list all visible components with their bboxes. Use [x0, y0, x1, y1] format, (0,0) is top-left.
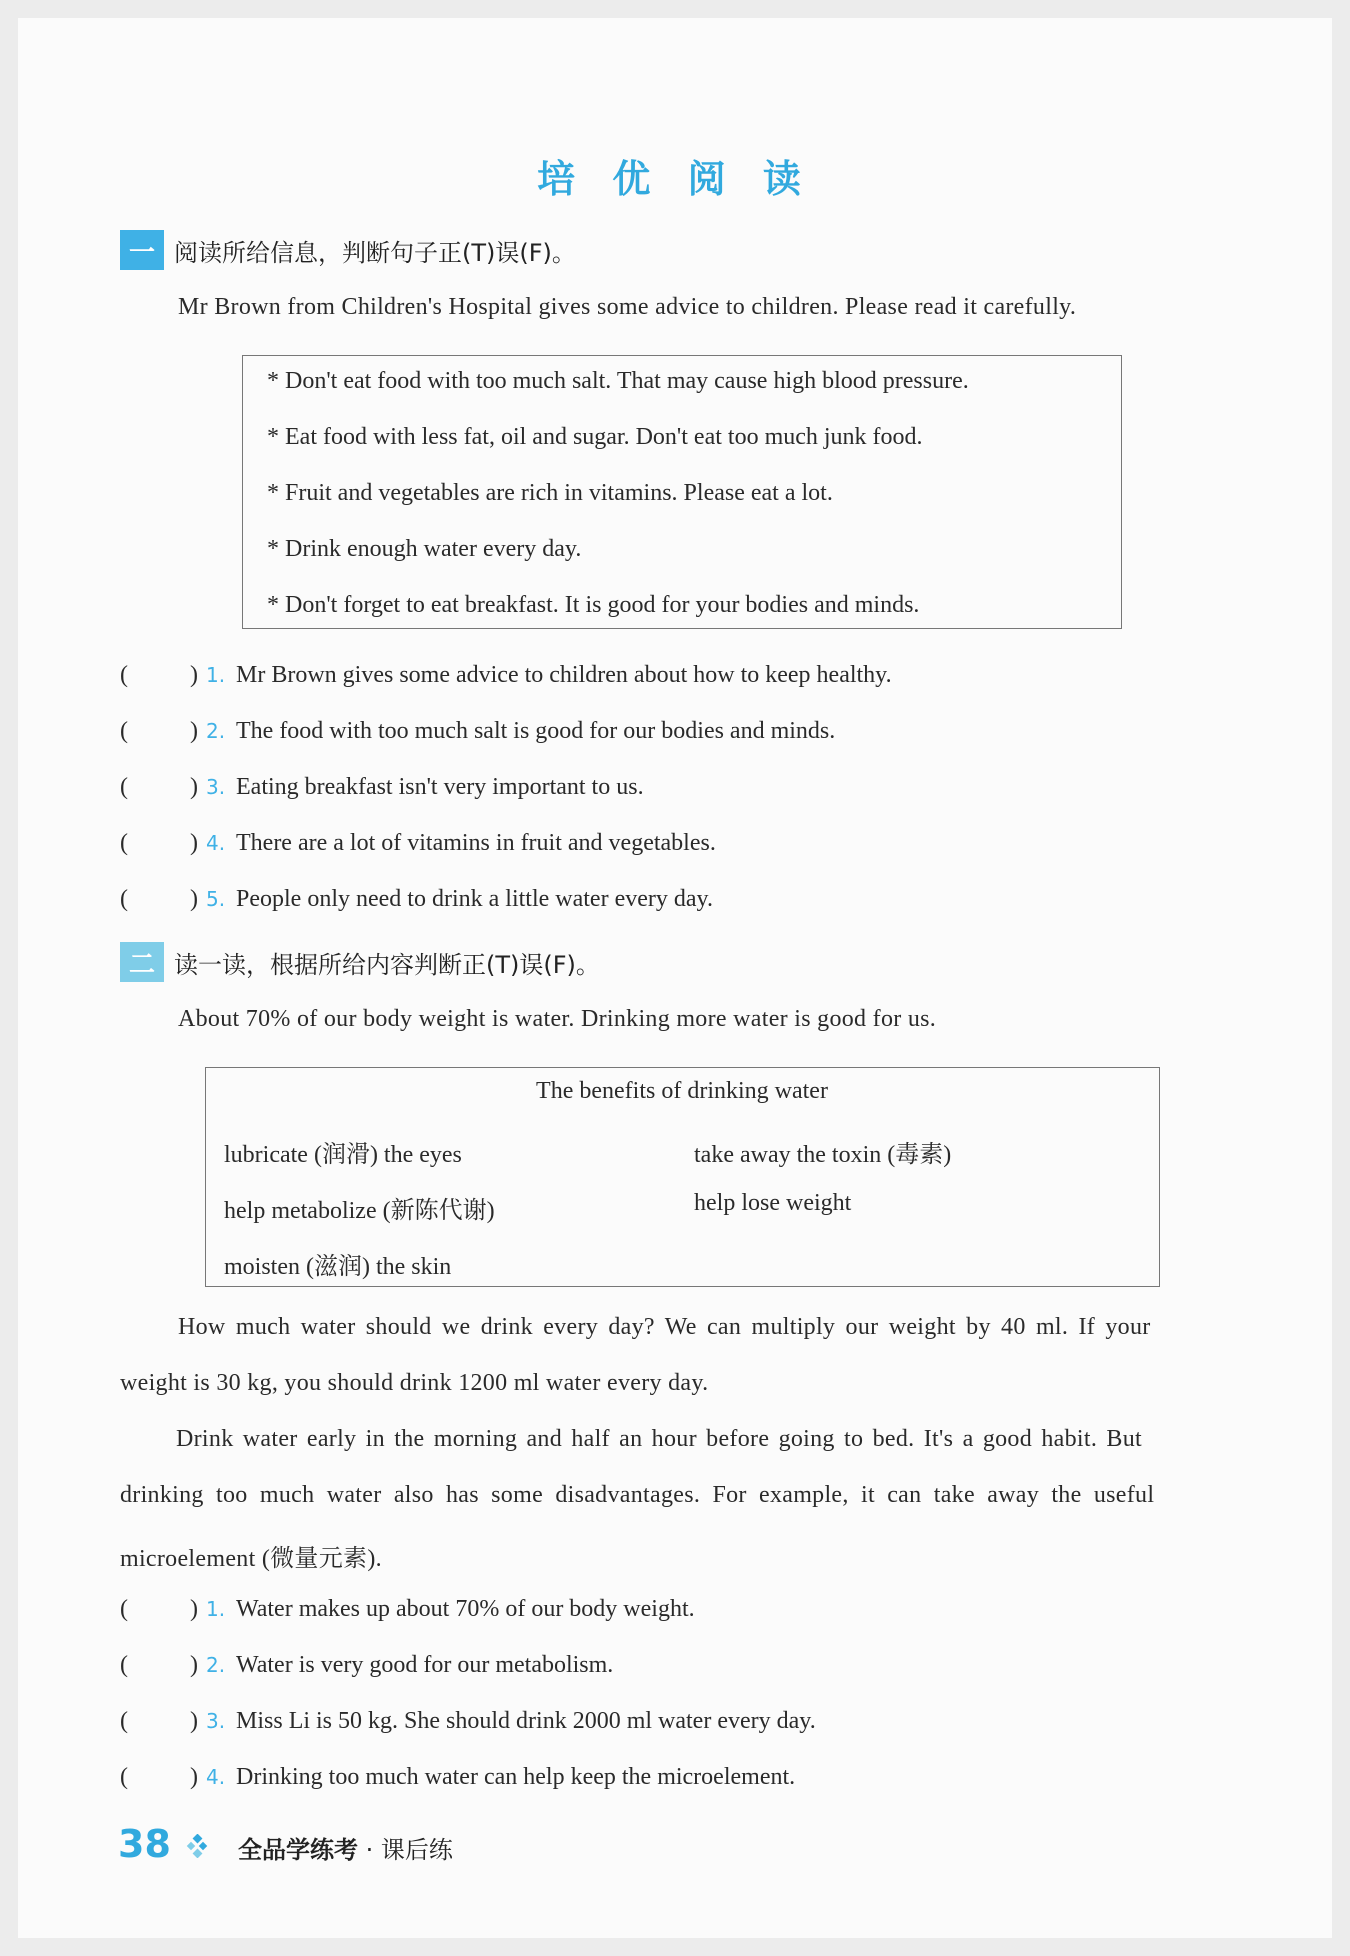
section1-header — [120, 228, 576, 272]
benefit-item: lubricate (润滑) the eyes — [224, 1142, 462, 1168]
benefit-item: help lose weight — [694, 1190, 852, 1216]
answer-blank-open[interactable]: ( — [120, 774, 128, 800]
question-item — [120, 774, 644, 801]
question-number: 5. — [206, 887, 226, 911]
section2-intro: About 70% of our body weight is water. Drinking more water is good for us. — [178, 1006, 937, 1032]
brand-separator: · — [365, 1836, 374, 1864]
question-number: 3. — [206, 1709, 226, 1733]
question-item — [120, 662, 892, 689]
benefit-item: take away the toxin (毒素) — [694, 1142, 952, 1168]
brand-name: 全品学练考 — [238, 1836, 358, 1864]
question-item — [120, 1596, 695, 1623]
question-item — [120, 1764, 795, 1791]
question-text: Water is very good for our metabolism. — [236, 1652, 614, 1678]
question-number: 3. — [206, 775, 226, 799]
question-text: Drinking too much water can help keep the microelement. — [236, 1764, 796, 1790]
answer-blank-open[interactable]: ( — [120, 1652, 128, 1678]
question-text: People only need to drink a little water every day. — [236, 886, 713, 912]
answer-blank-close: ) — [190, 886, 198, 912]
section2-instruction: 读一读，根据所给内容判断正(T)误(F)。 — [174, 950, 600, 979]
advice-box — [242, 355, 1122, 629]
paragraph-line: microelement (微量元素). — [120, 1546, 382, 1572]
brand-subtitle: 课后练 — [380, 1836, 453, 1864]
question-item — [120, 830, 716, 857]
section2-badge: 二 — [120, 942, 164, 982]
benefit-item: help metabolize (新陈代谢) — [224, 1198, 495, 1224]
question-item — [120, 886, 713, 913]
answer-blank-close: ) — [190, 830, 198, 856]
benefit-item: moisten (滋润) the skin — [224, 1254, 452, 1280]
section1-instruction: 阅读所给信息，判断句子正(T)误(F)。 — [174, 238, 576, 267]
question-text: Miss Li is 50 kg. She should drink 2000 ml water every day. — [236, 1708, 816, 1734]
question-number: 4. — [206, 831, 226, 855]
advice-tip: * Drink enough water every day. — [267, 536, 582, 562]
answer-blank-close: ) — [190, 718, 198, 744]
answer-blank-open[interactable]: ( — [120, 662, 128, 688]
section1-intro: Mr Brown from Children's Hospital gives some advice to children. Please read it carefully. — [178, 294, 1077, 320]
question-item — [120, 718, 835, 745]
diamond-icon — [186, 1834, 210, 1858]
answer-blank-open[interactable]: ( — [120, 718, 128, 744]
question-number: 2. — [206, 719, 226, 743]
question-text: Water makes up about 70% of our body weight. — [236, 1596, 695, 1622]
answer-blank-close: ) — [190, 662, 198, 688]
answer-blank-open[interactable]: ( — [120, 1708, 128, 1734]
section1-badge: 一 — [120, 230, 164, 270]
section2-header — [120, 940, 600, 984]
advice-tip: * Fruit and vegetables are rich in vitamins. Please eat a lot. — [267, 480, 833, 506]
answer-blank-close: ) — [190, 1652, 198, 1678]
question-text: The food with too much salt is good for our bodies and minds. — [236, 718, 836, 744]
advice-tip: * Eat food with less fat, oil and sugar. Don't eat too much junk food. — [267, 424, 923, 450]
paragraph-line: Drink water early in the morning and half an hour before going to bed. It's a good habit. But — [176, 1426, 1142, 1452]
paragraph-line: How much water should we drink every day? We can multiply our weight by 40 ml. If your — [178, 1314, 1151, 1340]
advice-tip: * Don't forget to eat breakfast. It is good for your bodies and minds. — [267, 592, 920, 618]
answer-blank-close: ) — [190, 1764, 198, 1790]
benefits-box-title: The benefits of drinking water — [536, 1078, 828, 1104]
question-text: There are a lot of vitamins in fruit and vegetables. — [236, 830, 716, 856]
question-item — [120, 1652, 613, 1679]
question-number: 1. — [206, 663, 226, 687]
benefits-box — [205, 1067, 1160, 1287]
advice-tip: * Don't eat food with too much salt. That may cause high blood pressure. — [267, 368, 969, 394]
answer-blank-open[interactable]: ( — [120, 830, 128, 856]
paragraph-line: weight is 30 kg, you should drink 1200 ml water every day. — [120, 1370, 709, 1396]
answer-blank-close: ) — [190, 1596, 198, 1622]
question-number: 4. — [206, 1765, 226, 1789]
question-item — [120, 1708, 816, 1735]
question-text: Mr Brown gives some advice to children about how to keep healthy. — [236, 662, 892, 688]
page-number: 38 — [118, 1822, 171, 1866]
answer-blank-close: ) — [190, 774, 198, 800]
page-title: 培 优 阅 读 — [537, 157, 813, 201]
answer-blank-open[interactable]: ( — [120, 1764, 128, 1790]
question-number: 1. — [206, 1597, 226, 1621]
answer-blank-close: ) — [190, 1708, 198, 1734]
footer-brand — [238, 1830, 453, 1865]
question-number: 2. — [206, 1653, 226, 1677]
answer-blank-open[interactable]: ( — [120, 1596, 128, 1622]
answer-blank-open[interactable]: ( — [120, 886, 128, 912]
paragraph-line: drinking too much water also has some disadvantages. For example, it can take away the useful — [120, 1482, 1155, 1508]
question-text: Eating breakfast isn't very important to us. — [236, 774, 644, 800]
